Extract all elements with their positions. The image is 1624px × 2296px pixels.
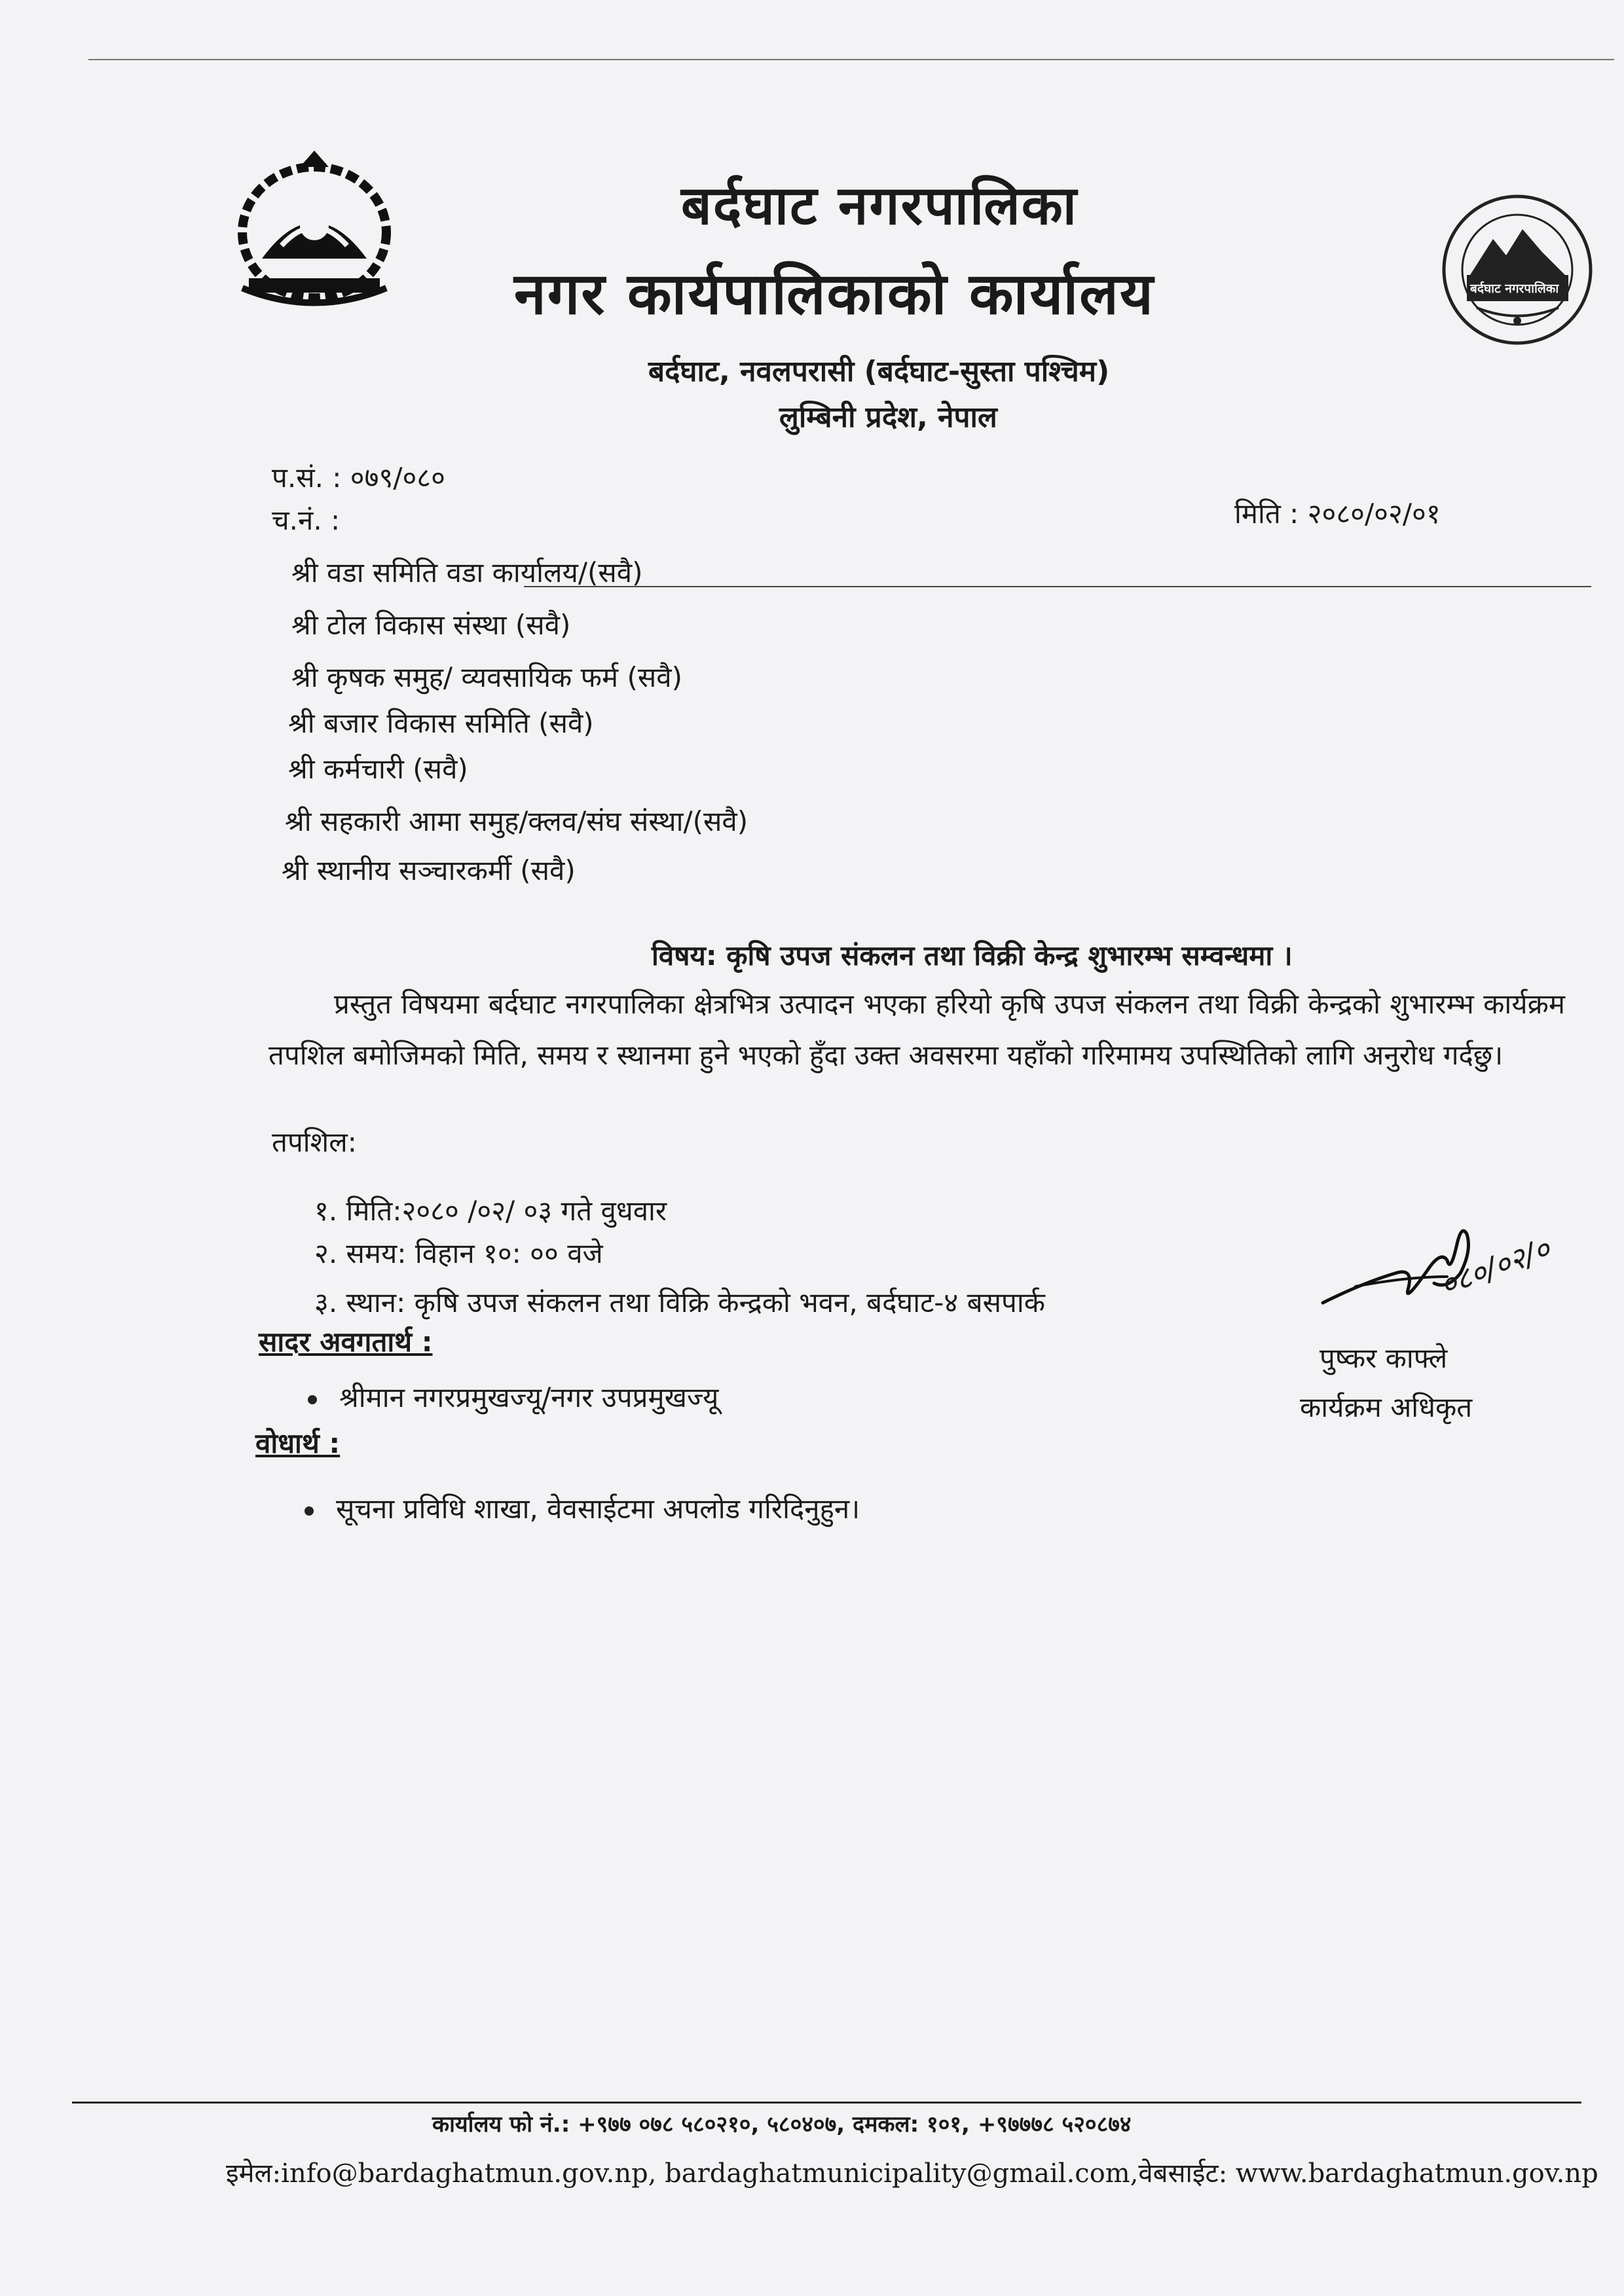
- header-rule: [524, 586, 1591, 587]
- schedule-item: १. मिति:२०८० /०२/ ०३ गते वुधवार: [314, 1195, 667, 1227]
- info-heading: वोधार्थ :: [255, 1427, 341, 1459]
- letter-date: मिति : २०८०/०२/०१: [1234, 498, 1441, 530]
- recipient-item: श्री कर्मचारी (सवै): [288, 753, 468, 785]
- recipient-item: श्री कृषक समुह/ व्यवसायिक फर्म (सवै): [291, 661, 682, 693]
- schedule-item: ३. स्थान: कृषि उपज संकलन तथा विक्रि केन्द्रको भवन, बर्दघाट-४ बसपार्क: [314, 1286, 1045, 1319]
- recipient-item: श्री स्थानीय सञ्चारकर्मी (सवै): [282, 854, 576, 886]
- address-line-2: लुम्बिनी प्रदेश, नेपाल: [779, 401, 997, 434]
- recipient-item: श्री सहकारी आमा समुह/क्लव/संघ संस्था/(सवै): [285, 805, 748, 837]
- subject-line: विषय: कृषि उपज संकलन तथा विक्री केन्द्र शुभारम्भ सम्वन्धमा ।: [652, 939, 1293, 972]
- schedule-heading: तपशिल:: [272, 1126, 357, 1158]
- signature-date: ०८०/०२/०: [1435, 1231, 1555, 1303]
- dispatch-number: च.नं. :: [272, 504, 341, 536]
- cc-heading: सादर अवगतार्थ :: [259, 1326, 433, 1358]
- signatory-name: पुष्कर काफ्ले: [1320, 1342, 1448, 1374]
- info-item: [304, 1489, 860, 1527]
- cc-item: [308, 1378, 718, 1415]
- seal-label: बर्दघाट नगरपालिका: [1470, 282, 1559, 296]
- footer-phone-line: कार्यालय फो नं.: +९७७ ०७८ ५८०२१०, ५८०४०७, दमकल: १०१, +९७७७८ ५२०८७४: [432, 2111, 1132, 2138]
- info-item-text: सूचना प्रविधि शाखा, वेवसाईटमा अपलोड गरिदिनुहुन।: [336, 1493, 860, 1525]
- footer-contact-line: इमेल:info@bardaghatmun.gov.np, bardaghatmunicipality@gmail.com,वेबसाईट: www.bardaghatmun.gov.np: [226, 2159, 1598, 2189]
- nepal-government-emblem-icon: [223, 147, 406, 311]
- top-rule: [88, 59, 1614, 60]
- bardaghat-municipality-seal-icon: [1437, 190, 1598, 350]
- schedule-item: २. समय: विहान १०: ०० वजे: [314, 1237, 603, 1269]
- bullet-icon: [304, 1506, 314, 1516]
- bullet-icon: [308, 1395, 317, 1404]
- recipient-item: श्री वडा समिति वडा कार्यालय/(सवै): [291, 556, 643, 589]
- recipient-item: श्री बजार विकास समिति (सवै): [288, 707, 594, 739]
- cc-item-text: श्रीमान नगरप्रमुखज्यू/नगर उपप्रमुखज्यू: [339, 1381, 719, 1413]
- reference-number: प.सं. : ०७९/०८०: [272, 462, 445, 494]
- recipient-item: श्री टोल विकास संस्था (सवै): [291, 609, 571, 641]
- office-name: नगर कार्यपालिकाको कार्यालय: [514, 260, 1154, 327]
- body-paragraph: प्रस्तुत विषयमा बर्दघाट नगरपालिका क्षेत्रभित्र उत्पादन भएका हरियो कृषि उपज संकलन तथा विक्री केन्द्रको शुभारम्भ कार्यक्रम तपशिल बमोजिमको मिति, समय र स्थानमा हुने भएको हुँदा उक्त अवसरमा यहाँको गरिमामय उपस्थितिको लागि अनुरोध गर्दछु।: [268, 988, 1565, 1071]
- org-name: बर्दघाट नगरपालिका: [681, 175, 1079, 237]
- footer-rule: [72, 2102, 1581, 2104]
- address-line-1: बर्दघाट, नवलपरासी (बर्दघाट-सुस्ता पश्चिम): [648, 355, 1110, 388]
- signatory-designation: कार्यक्रम अधिकृत: [1300, 1391, 1473, 1423]
